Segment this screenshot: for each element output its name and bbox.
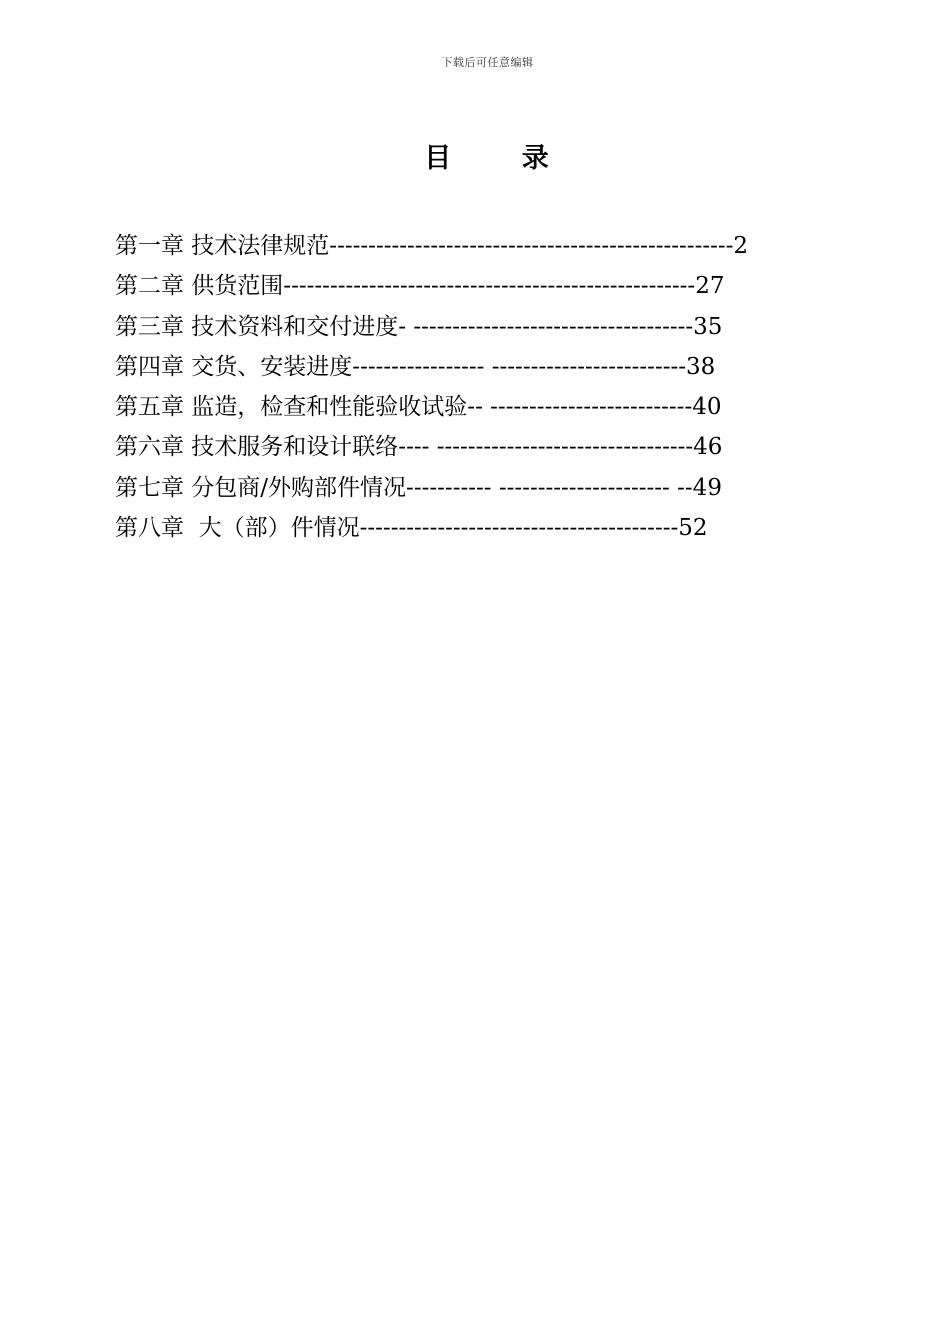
- toc-entry-chapter-5: 第五章 监造，检查和性能验收试验-- --------------------------40: [115, 394, 722, 421]
- toc-entry-chapter-4: 第四章 交货、安装进度----------------- -------------------------38: [115, 353, 716, 380]
- table-of-contents: [115, 226, 748, 548]
- toc-entry-chapter-8: 第八章 大（部）件情况-----------------------------------------52: [115, 515, 708, 542]
- toc-entry-chapter-7: 第七章 分包商/外购部件情况----------- ---------------------- --49: [115, 474, 722, 501]
- page-header-note: 下载后可任意编辑: [441, 56, 534, 69]
- toc-title: 目 录: [424, 143, 551, 174]
- toc-entry-chapter-6: 第六章 技术服务和设计联络---- ---------------------------------46: [115, 434, 723, 461]
- toc-entry-chapter-3: 第三章 技术资料和交付进度- ------------------------------------35: [115, 313, 723, 340]
- toc-entry-chapter-1: 第一章 技术法律规范----------------------------------------------------2: [115, 233, 749, 259]
- toc-entry-chapter-2: 第二章 供货范围-----------------------------------------------------27: [115, 273, 725, 300]
